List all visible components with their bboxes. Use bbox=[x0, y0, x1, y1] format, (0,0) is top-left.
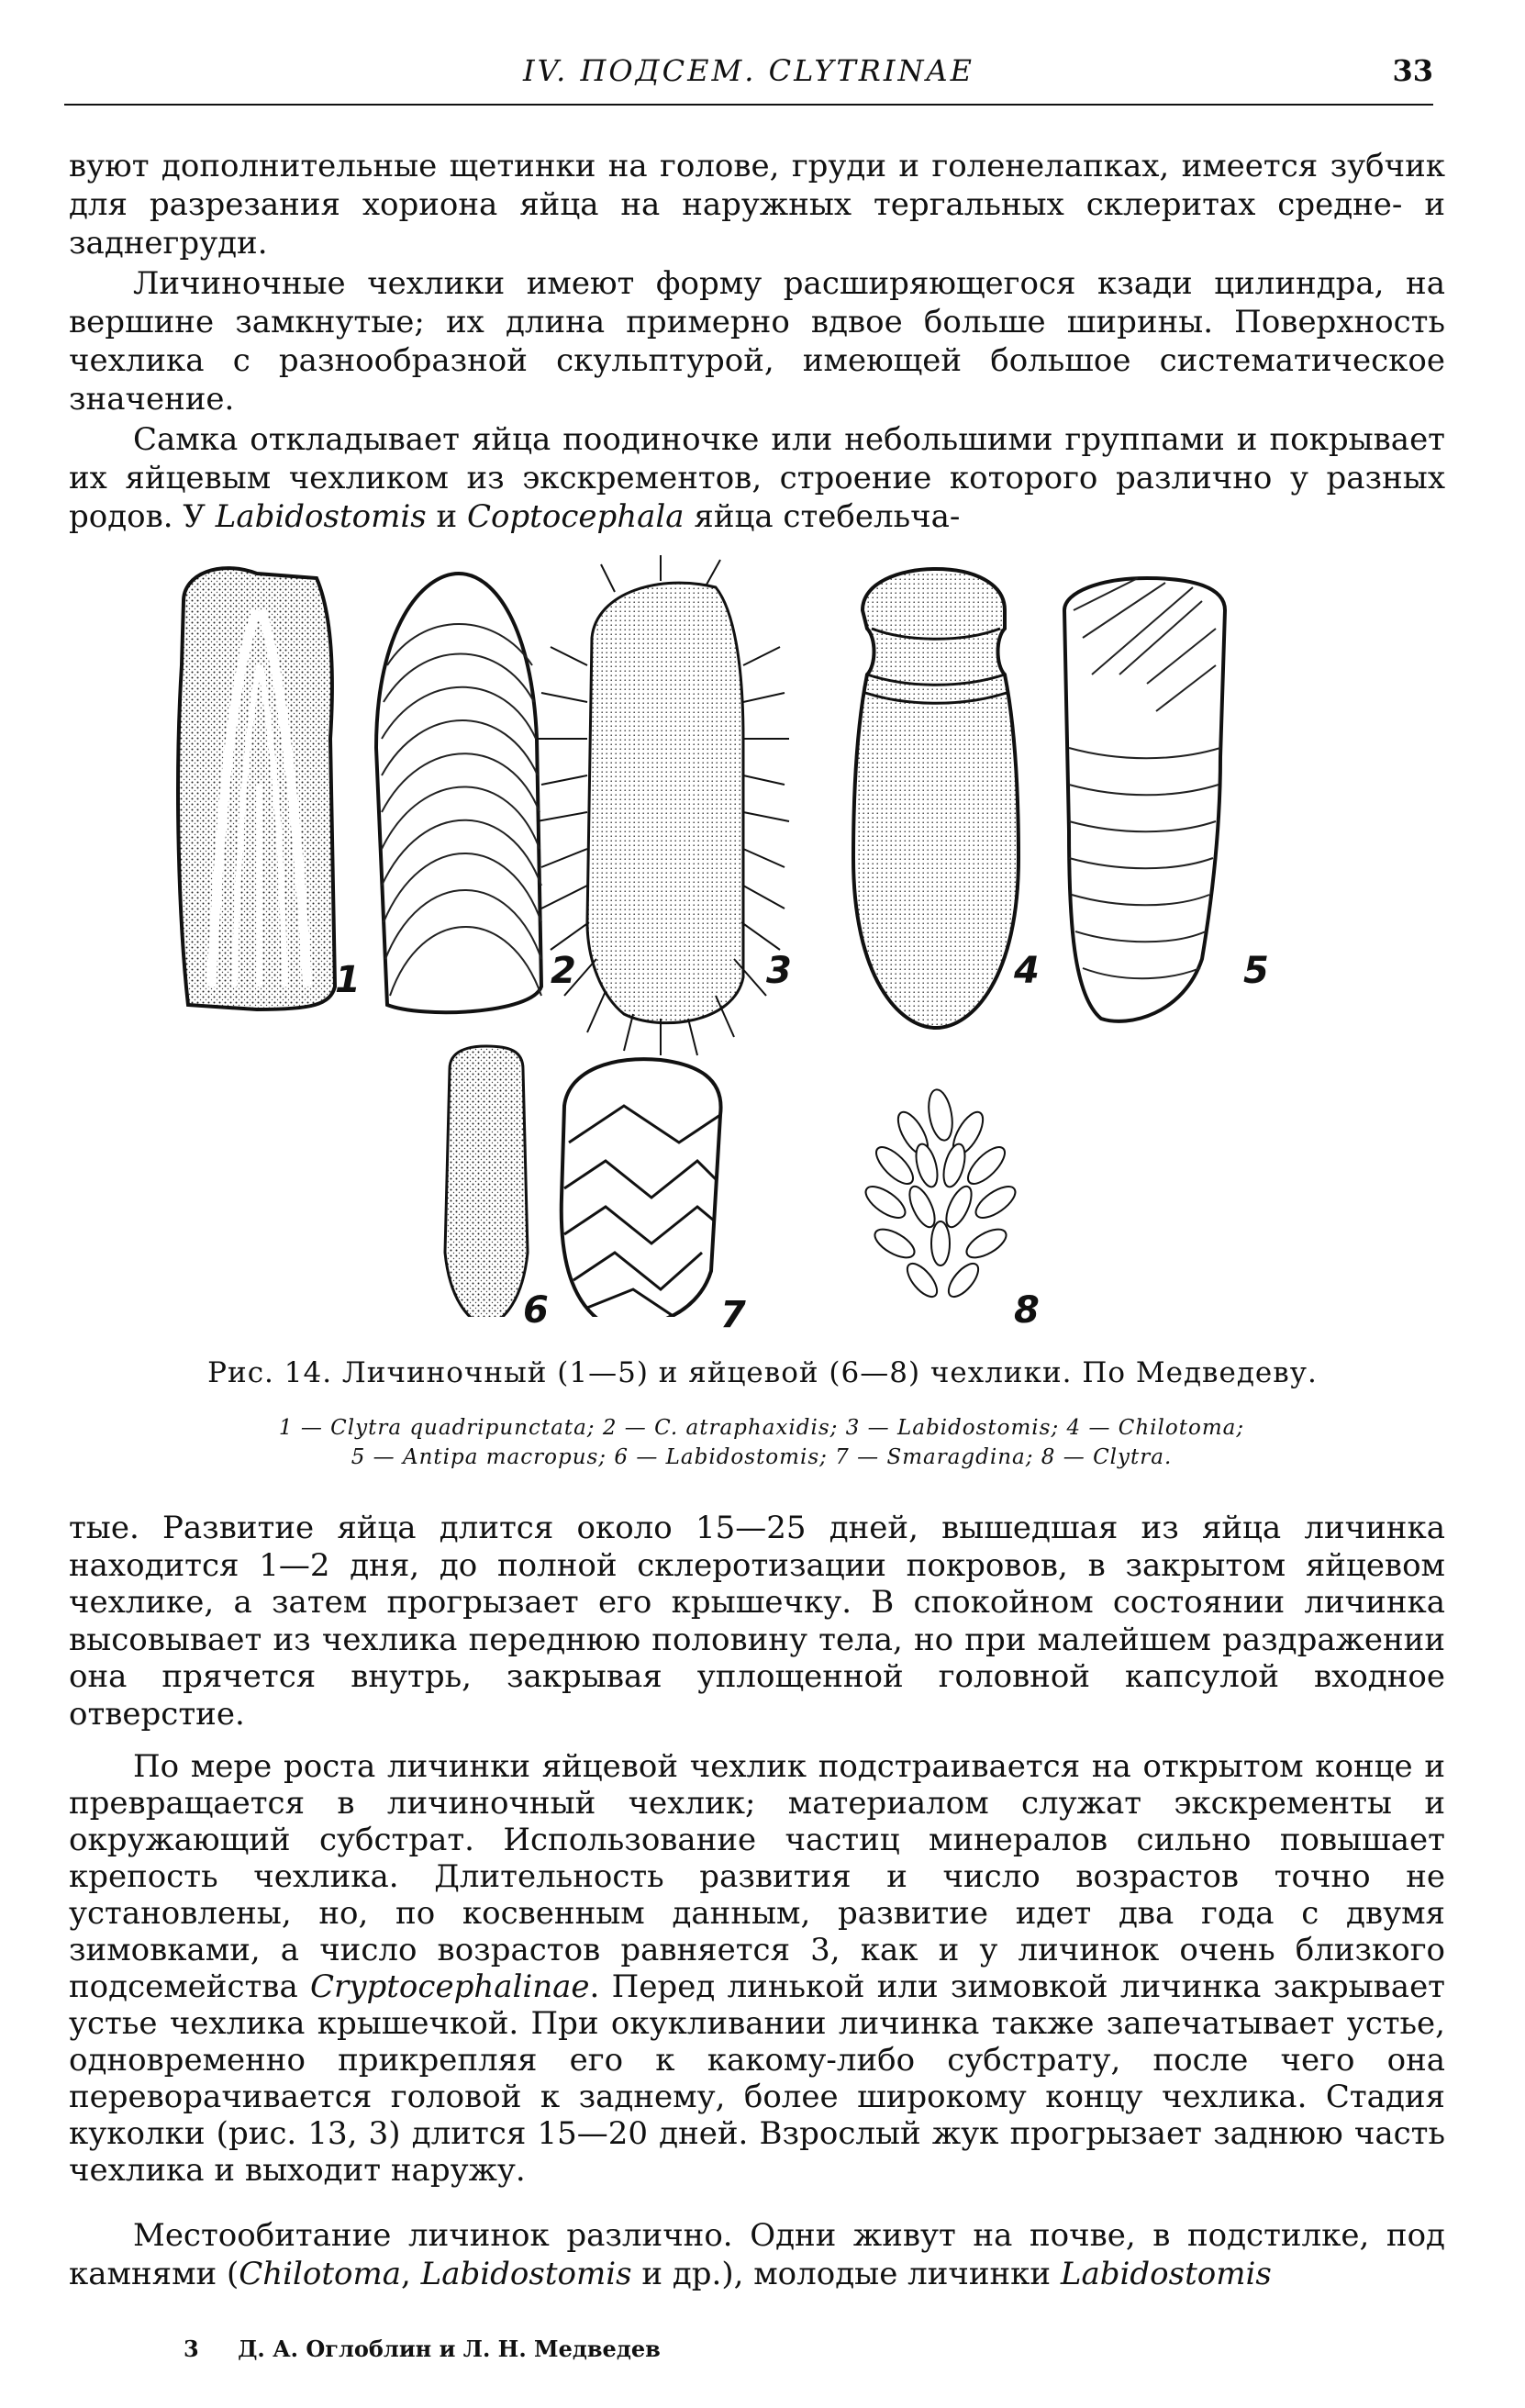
figure-number-3: 3 bbox=[766, 950, 792, 992]
text-habitat-mid: и др.), молодые личинки bbox=[631, 2256, 1061, 2292]
text-female-post: яйца стебельча- bbox=[684, 498, 961, 535]
case-1-illustration bbox=[178, 568, 335, 1009]
running-head bbox=[64, 53, 1433, 99]
text-habitat-sep: , bbox=[401, 2256, 421, 2292]
footer bbox=[184, 2336, 661, 2362]
case-2-illustration bbox=[376, 574, 541, 1012]
paragraph-habitat bbox=[69, 2216, 1445, 2293]
paragraph-development: тые. Развитие яйца длится около 15—25 дней, вышедшая из яйца личинка находится 1—2 дня, до полной склеротизации покровов, в закрытом яйцевом чехлике, а затем прогрызает его крышечку. В спокойном состоянии личинка высовывает из чехлика переднюю половину тела, но при малейшем раздражении она прячется внутрь, закрывая уплощенной головной капсулой входное отверстие. bbox=[69, 1510, 1445, 1733]
figure-legend bbox=[156, 1413, 1367, 1472]
figure-number-5: 5 bbox=[1243, 950, 1269, 992]
figure-number-2: 2 bbox=[551, 950, 576, 992]
paragraph-female bbox=[69, 420, 1445, 536]
text-growth-post: . Перед линькой или зимовкой личинка закрывает устье чехлика крышечкой. При окукливании личинка также запечатывает устье, одновременно прикрепляя его к какому-либо субстрату, после чего она переворачивается головой к заднему, более широкому концу чехлика. Стадия куколки (рис. 13, 3) длится 15—20 дней. Взрослый жук прогрызает заднюю часть чехлика и выходит наружу. bbox=[69, 1968, 1445, 2189]
figure-number-6: 6 bbox=[523, 1289, 549, 1332]
genus-chilotoma: Chilotoma bbox=[239, 2256, 402, 2292]
header-rule bbox=[64, 104, 1433, 106]
figure-legend-line-1: 1 — Clytra quadripunctata; 2 — C. atraphaxidis; 3 — Labidostomis; 4 — Chilotoma; bbox=[278, 1416, 1245, 1440]
footer-signature: 3 bbox=[184, 2336, 199, 2362]
figure-caption: Рис. 14. Личиночный (1—5) и яйцевой (6—8) чехлики. По Медведеву. bbox=[207, 1356, 1318, 1389]
text-and: и bbox=[426, 498, 467, 535]
genus-labidostomis: Labidostomis bbox=[215, 498, 427, 535]
figure-number-1: 1 bbox=[335, 959, 361, 1001]
figure-legend-line-2: 5 — Antipa macropus; 6 — Labidostomis; 7 — Smaragdina; 8 — Clytra. bbox=[351, 1445, 1173, 1469]
genus-coptocephala: Coptocephala bbox=[466, 498, 685, 535]
paragraph-larval-cases: Личиночные чехлики имеют форму расширяющегося кзади цилиндра, на вершине замкнутые; их длина примерно вдвое больше ширины. Поверхность чехлика с разнообразной скульптурой, имеющей большое систематическое значение. bbox=[69, 265, 1445, 418]
genus-labidostomis-3: Labidostomis bbox=[1060, 2256, 1272, 2292]
case-8-illustration bbox=[861, 1087, 1020, 1301]
paragraph-growth bbox=[69, 1748, 1445, 2189]
genus-labidostomis-2: Labidostomis bbox=[420, 2256, 632, 2292]
figure-14 bbox=[147, 555, 1376, 1336]
paragraph-continuation: вуют дополнительные щетинки на голове, груди и голенелапках, имеется зубчик для разрезания хориона яйца на наружных тергальных склеритах средне- и заднегруди. bbox=[69, 148, 1445, 262]
case-5-illustration bbox=[1064, 578, 1225, 1021]
case-4-illustration bbox=[853, 569, 1019, 1028]
text-habitat-pre: Местообитание личинок различно. Одни живут на почве, в подстилке, под камнями ( bbox=[69, 2217, 1445, 2292]
text-female-pre: Самка откладывает яйца поодиночке или небольшими группами и покрывает их яйцевым чехликом из экскрементов, строение которого различно у разных родов. У bbox=[69, 421, 1445, 535]
figure-illustration bbox=[147, 555, 1376, 1317]
case-7-illustration bbox=[562, 1059, 721, 1317]
figure-number-8: 8 bbox=[1014, 1289, 1040, 1332]
figure-number-4: 4 bbox=[1014, 950, 1040, 992]
case-6-illustration bbox=[445, 1046, 528, 1317]
taxon-cryptocephalinae: Cryptocephalinae bbox=[310, 1968, 590, 2005]
footer-authors: Д. А. Оглоблин и Л. Н. Медведев bbox=[238, 2336, 661, 2362]
text-growth-pre: По мере роста личинки яйцевой чехлик подстраивается на открытом конце и превращается в личиночный чехлик; материалом служат экскременты и окружающий субстрат. Использование частиц минералов сильно повышает крепость чехлика. Длительность развития и число возрастов точно не установлены, но, по косвенным данным, развитие идет два года с двумя зимовками, а число возрастов равняется 3, как и у личинок очень близкого подсемейства bbox=[69, 1748, 1445, 2005]
figure-number-7: 7 bbox=[720, 1294, 746, 1336]
running-title: IV. ПОДСЕМ. CLYTRINAE bbox=[523, 53, 974, 88]
page-number: 33 bbox=[1392, 53, 1433, 88]
